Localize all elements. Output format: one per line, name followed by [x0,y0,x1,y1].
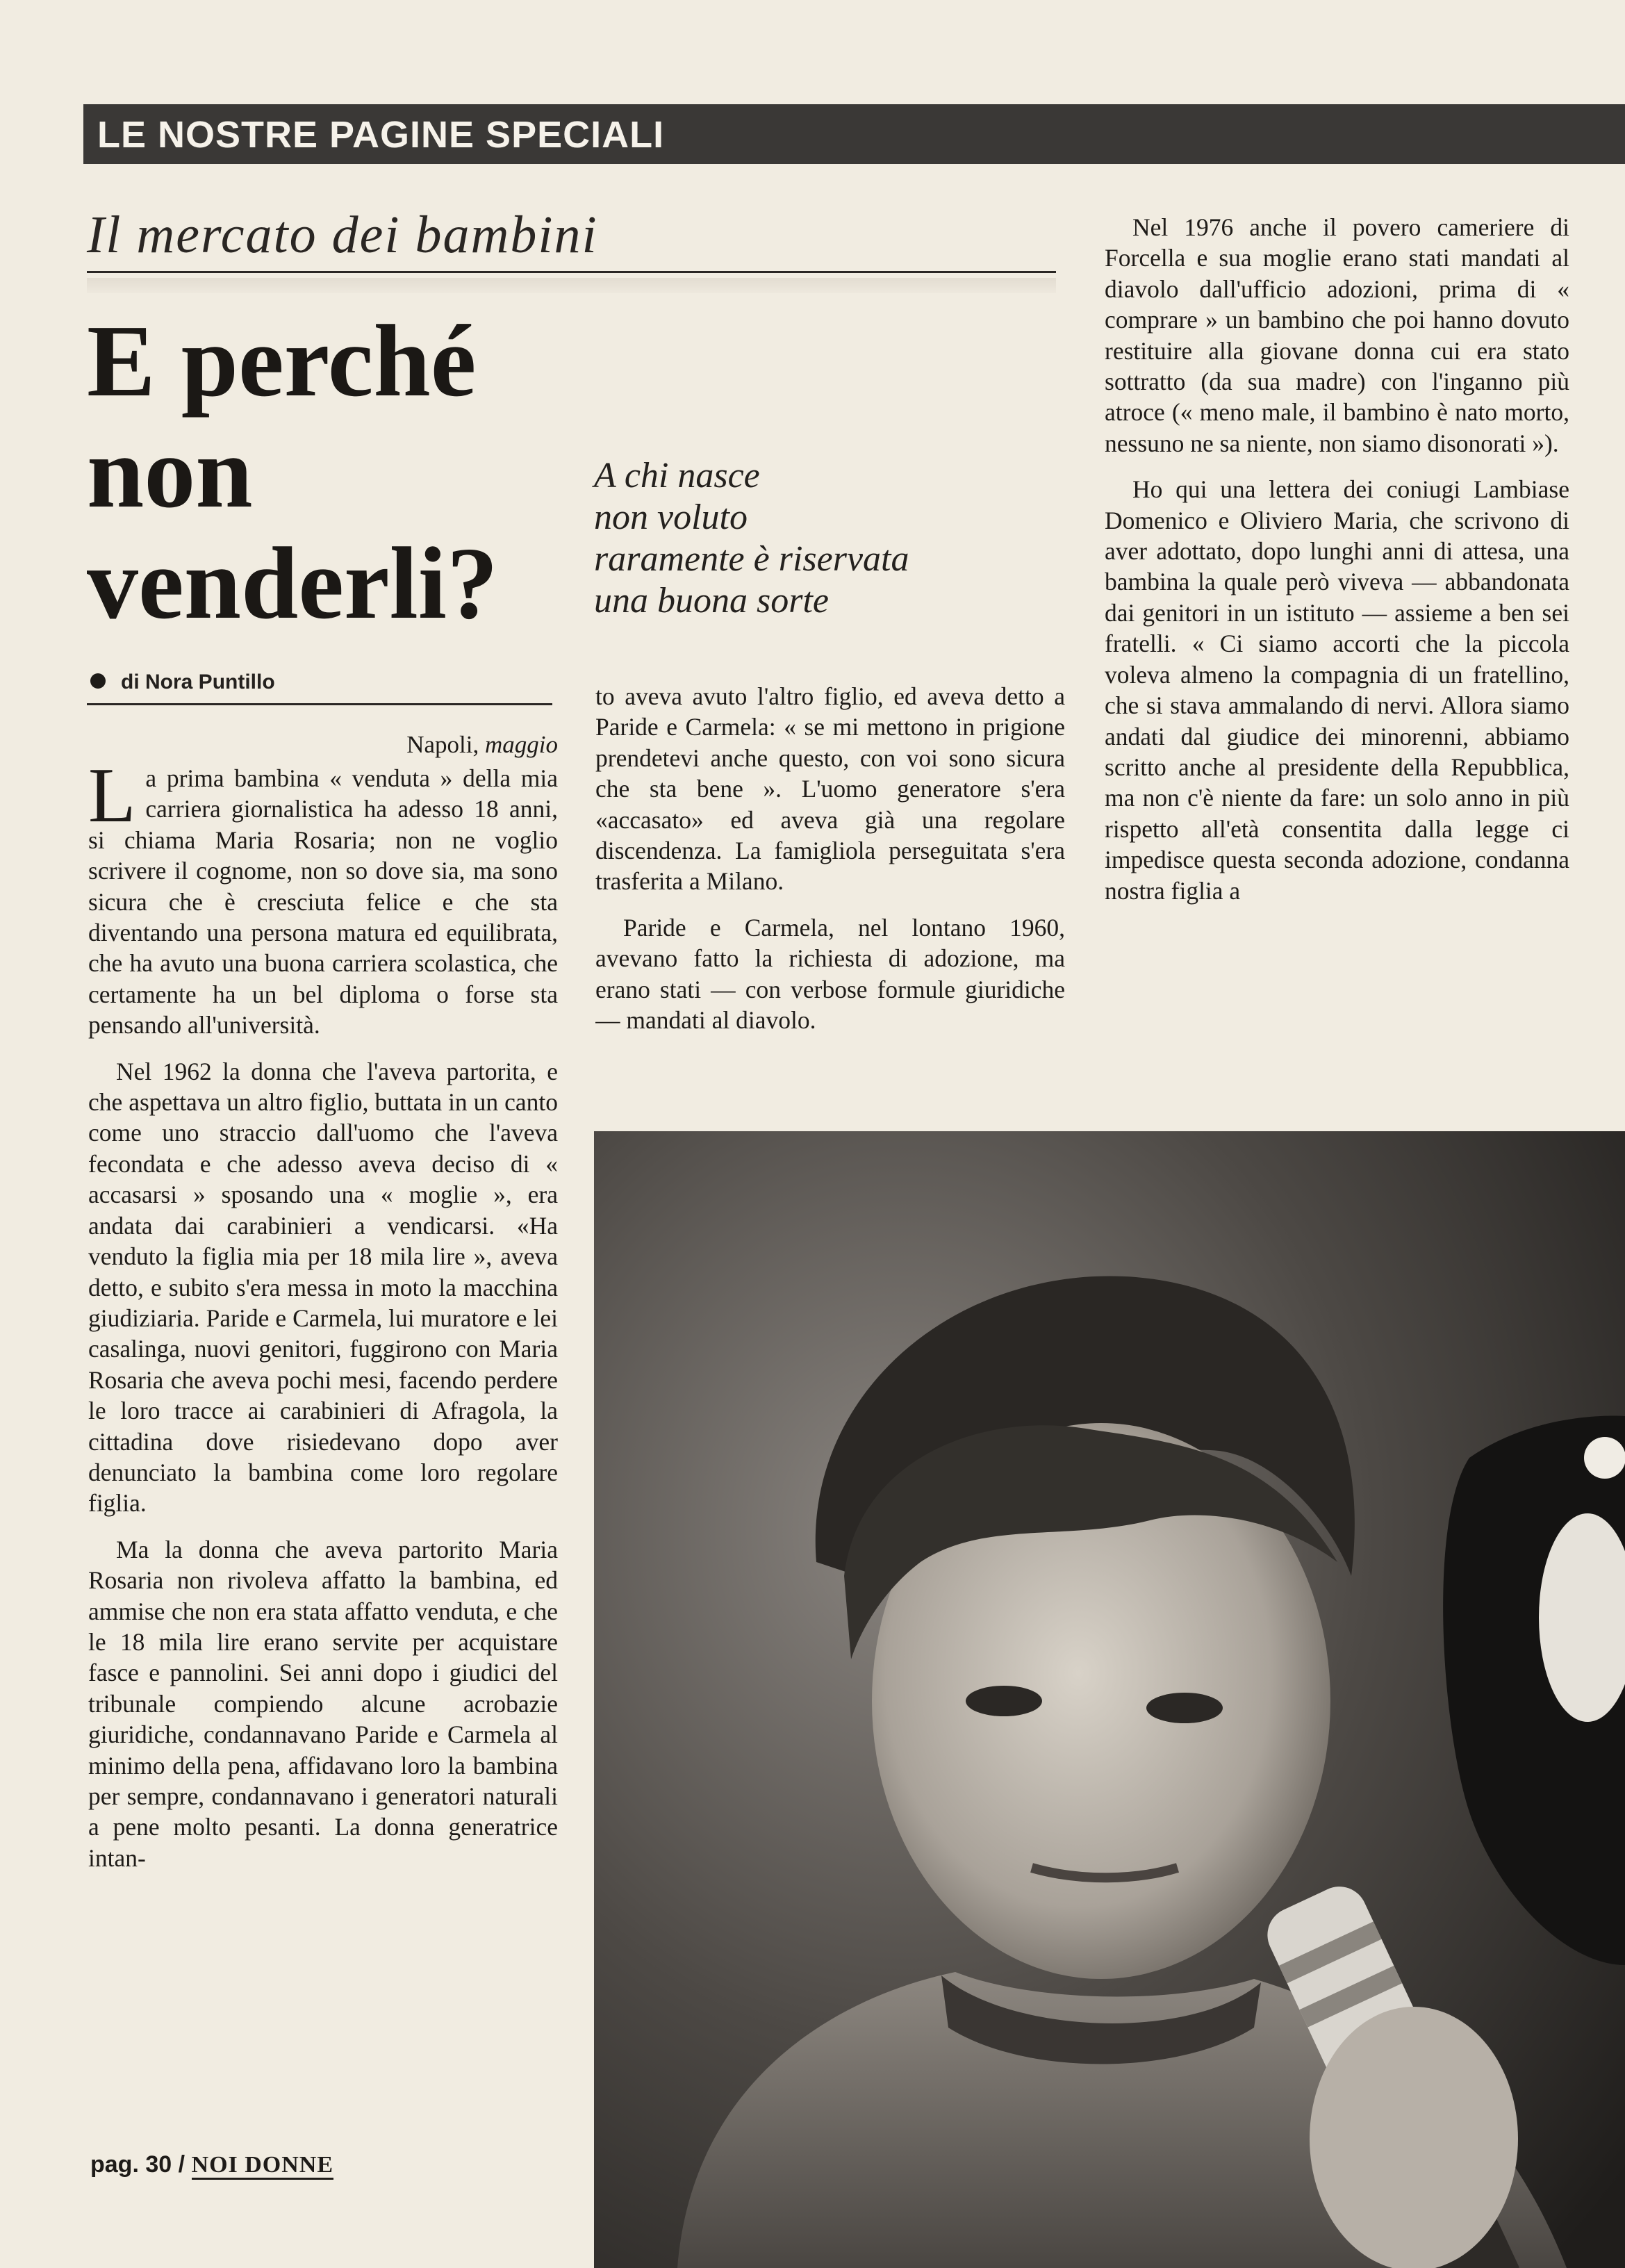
paragraph: Nel 1976 anche il povero cameriere di Forcella e sua moglie erano stati mandati al diavolo dall'ufficio adozioni, prima di « comprare » un bambino che poi hanno dovuto restituire alla giovane donna cui era stato sottratto (da sua madre) con l'inganno più atroce (« meno male, il bambino è nato morto, nessuno ne sa niente, non siamo disonorati »). [1105,213,1569,457]
headline-line: non [87,416,253,529]
page-footer [90,2151,333,2178]
kicker-rule [87,271,1056,273]
text-column-3 [1105,212,1569,1108]
kicker-shadow [87,278,1056,293]
article-headline [87,306,587,639]
child-photo [594,1131,1625,2268]
paragraph-text: a prima bambina « venduta » della mia carriera giornalistica ha adesso 18 anni, si chiama Maria Rosaria; non ne voglio scrivere il cognome, non so dove sia, ma sono sicura che è cresciuta felice e che sta diventando una persona matura ed equilibrata, che ha avuto una buona carriera scolastica, che certamente ha un bel diploma o forse sta pensando all'università. [88,764,558,1040]
headline-line: E perché [87,304,477,418]
paragraph: Ho qui una lettera dei coniugi Lambiase Domenico e Oliviero Maria, che scrivono di aver adottato, dopo lunghi anni di attesa, una bambina la quale però viveva — abbandonata dai genitori in un istituto — assieme a ben sei fratelli. « Ci siamo accorti che la piccola voleva almeno la compagnia di un fratellino, che si stava ammalando di nervi. Allora siamo andati dal giudice dei minorenni, abbiamo scritto anche al presidente della Repubblica, ma non c'è niente da fare: un solo anno in più rispetto all'età consentita dalla legge ci impedisce questa seconda adozione, condanna nostra figlia a [1105,475,1569,905]
drop-cap: L [88,753,136,839]
magazine-logo: NOI DONNE [192,2152,334,2180]
photo-illustration [594,1131,1625,2268]
page-number: pag. 30 / [90,2151,185,2178]
headline-line: venderli? [87,527,498,641]
deck-line: non voluto [594,498,748,537]
article-deck [594,455,983,622]
article-kicker: Il mercato dei bambini [87,206,598,264]
paragraph: Ma la donna che aveva partorito Maria Rosaria non rivoleva affatto la bambina, ed ammise che non era stata affatto venduta, e che le 18 mila lire erano servite per acquistare fasce e pannolini. Sei anni dopo i giudici del tribunale compiendo alcune acrobazie giuridiche, condannavano Paride e Carmela al minimo della pena, affidavano loro la bambina per sempre, condannavano i generatori naturali a pene molto pesanti. La donna generatrice intan- [88,1535,558,1872]
deck-line: una buona sorte [594,581,829,621]
paragraph: Nel 1962 la donna che l'aveva partorita, e che aspettava un altro figlio, buttata in un canto come uno straccio dall'uomo che l'aveva fecondata e che adesso aveva deciso di « accasarsi » sposando una « moglie », era andata dai carabinieri a vendicarsi. «Ha venduto la figlia mia per 18 mila lire », aveva detto, e subito s'era messa in moto la macchina giudiziaria. Paride e Carmela, lui muratore e lei casalinga, nuovi genitori, fuggirono con Maria Rosaria che aveva pochi mesi, facendo perdere le loro tracce ai carabinieri di Afragola, la cittadina dove risiedevano dopo aver denunciato la bambina come loro regolare figlia. [88,1057,558,1518]
paragraph: to aveva avuto l'altro figlio, ed aveva detto a Paride e Carmela: « se mi mettono in prigione prendetevi anche questo, con voi sono sicura che sta bene ». L'uomo generatore s'era «accasato» ed aveva già una regolare discendenza. La famigliola perseguitata s'era trasferita a Milano. [595,682,1065,896]
byline-text: di Nora Puntillo [121,671,275,693]
bullet-icon [90,673,106,689]
byline [90,671,275,694]
dateline-month: maggio [485,731,558,758]
deck-line: A chi nasce [594,456,760,495]
deck-line: raramente è riservata [594,539,909,579]
text-column-2 [595,681,1065,1112]
paragraph [88,753,558,1041]
section-label: LE NOSTRE PAGINE SPECIALI [97,114,665,156]
dateline [88,730,558,760]
paragraph: Paride e Carmela, nel lontano 1960, avevano fatto la richiesta di adozione, ma erano stati — con verbose formule giuridiche — mandati al diavolo. [595,913,1065,1035]
text-column-1 [88,730,558,2098]
dateline-place: Napoli, [406,731,479,758]
byline-rule [87,703,552,705]
